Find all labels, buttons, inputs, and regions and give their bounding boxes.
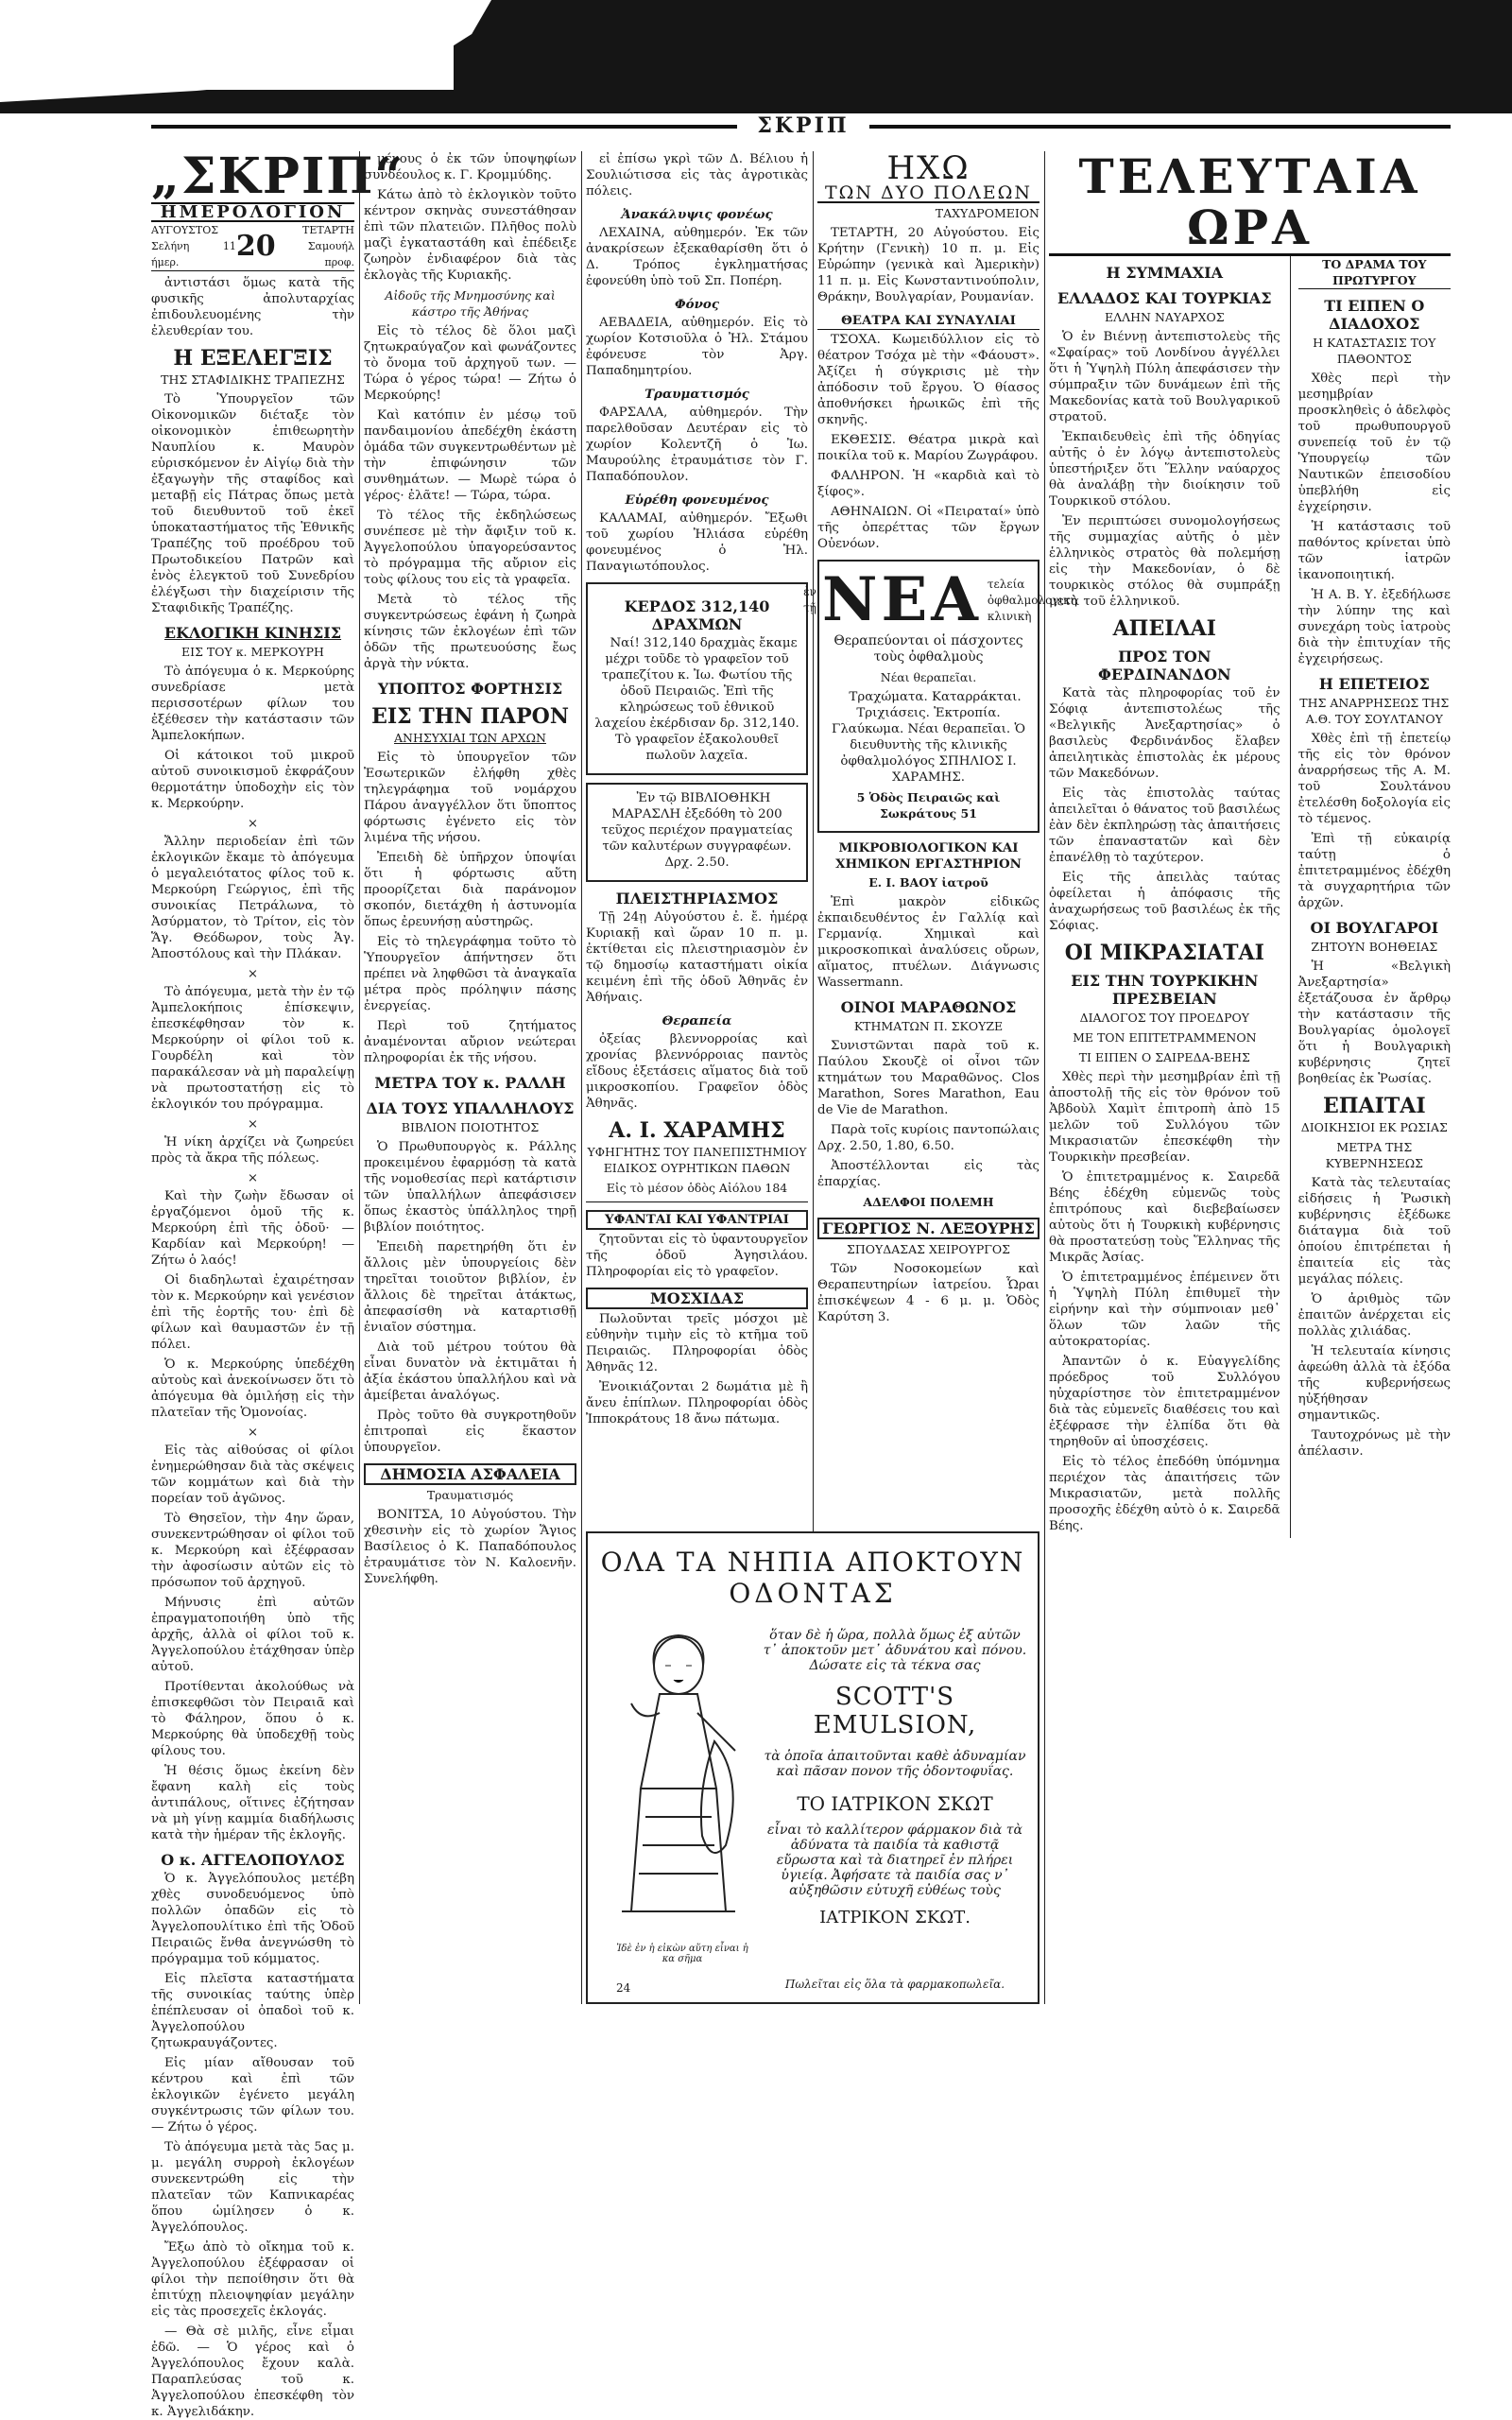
paragraph: Εἰς τὸ τηλεγράφημα τοῦτο τὸ Ὑπουργεῖον ἀπήντησεν ὅτι πρέπει νὰ ληφθῶσι τὰ ἀναγκαῖα μέτρα πρὸς πρόληψιν πάσης ἐνεργείας. xyxy=(364,935,576,1013)
paragraph: Πρὸς τοῦτο θὰ συγκροτηθοῦν ἐπιτροπαὶ εἰς ἕκαστον ὑπουργεῖον. xyxy=(364,1409,576,1455)
headline: Φόνος xyxy=(675,297,719,312)
date-month: ΑΥΓΟΥΣΤΟΣ xyxy=(151,224,219,236)
paragraph: ΚΑΛΑΜΑΙ, αὐθημερόν. Ἔξωθι τοῦ χωρίου Ἠλιάσα εὑρέθη φονευμένος ὁ Ἠλ. Παναγιωτόπουλος. xyxy=(586,511,808,574)
library-ad xyxy=(586,783,808,882)
column-2 xyxy=(364,151,576,2004)
headline: ΕΠΑΙΤΑΙ xyxy=(1322,1094,1426,1118)
paragraph: Ἀποστέλλονται εἰς τὰς ἐπαρχίας. xyxy=(817,1159,1040,1189)
paragraph: Ἐν περιπτώσει συνομολογήσεως τῆς συμμαχίας αὐτῆς ὁ μὲν ἑλληνικὸς στρατὸς θὰ πολεμήσῃ εἰς τὴν Μακεδονίαν, ὁ δὲ τουρκικὸς στόλος θὰ συμπράξῃ μετὰ τοῦ ἑλληνικοῦ. xyxy=(1049,514,1280,609)
doctor-name: Α. Ι. ΧΑΡΑΜΗΣ xyxy=(609,1118,785,1143)
paragraph: Καὶ κατόπιν ἐν μέσῳ τοῦ πανδαιμονίου ἀπεδέχθη ἑκάστη ὁμάδα τῶν συγκεντρωθέντων μὲ τὴν ἐπιφώνησιν τῶν συνθημάτων. — Μωρὲ τώρα ὁ γέρος· ἐλᾶτε! — Τώρα, τώρα. xyxy=(364,408,576,503)
subheadline: ΔΙΟΙΚΗΣΙΟΙ ΕΚ ΡΩΣΙΑΣ xyxy=(1300,1120,1448,1134)
ad-title: ΚΕΡΔΟΣ 312,140 ΔΡΑΧΜΩΝ xyxy=(624,597,770,633)
ad-text: Ναί! 312,140 δραχμὰς ἔκαμε μέχρι τοῦδε τὸ γραφεῖον τοῦ τραπεζίτου κ. Ἰω. Φωτίου τῆς ὁδοῦ Πειραιῶς. Ἐπὶ τῆς κληρώσεως τοῦ ἐθνικοῦ λαχείου ἐκέρδισαν δρ. 312,140. Τὸ γραφεῖον ἐξακολουθεῖ πωλοῦν λαχεῖα. xyxy=(594,636,799,763)
subheadline: Τραυματισμός xyxy=(426,1488,514,1502)
headline: ΜΕΤΡΑ ΤΟΥ κ. ΡΑΛΛΗ xyxy=(374,1074,566,1092)
separator-x: × xyxy=(247,1117,259,1132)
paragraph: Διὰ τοῦ μέτρου τούτου θὰ εἶναι δυνατὸν νὰ ἐκτιμᾶται ἡ ἀξία ἑκάστου ὑπαλλήλου καὶ νὰ ἀμείβεται ἀναλόγως. xyxy=(364,1340,576,1403)
paragraph: Ἡ «Βελγικὴ Ἀνεξαρτησία» ἐξετάζουσα ἐν ἄρθρῳ τὴν κατάστασιν τῆς Βουλγαρίας ὁμολογεῖ ὅτι ἡ Βουλγαρικὴ κυβέρνησις ζητεῖ βοηθείας ἐκ Ῥωσίας. xyxy=(1297,959,1451,1086)
paragraph: Ἐνοικιάζονται 2 δωμάτια μὲ ἢ ἄνευ ἐπίπλων. Πληροφορίαι ὁδὸς Ἰπποκράτους 18 ἄνω πάτωμα. xyxy=(586,1380,808,1426)
paragraph: Μετὰ τὸ τέλος τῆς συγκεντρώσεως ἐφάνη ἡ ζωηρὰ κίνησις τῶν ἐκλογέων ἐπὶ τῶν ὁδῶν τῆς πρωτευούσης ἔως ἀργὰ τὴν νύκτα. xyxy=(364,593,576,671)
paragraph: Χθὲς περὶ τὴν μεσημβρίαν προσκληθεὶς ὁ ἀδελφὸς τοῦ πρωθυπουργοῦ συνεπείᾳ τοῦ ἐν τῷ Ὑπουργείῳ τῶν Ναυτικῶν ἐπεισοδίου ὑπεβλήθη εἰς ἐγχείρησιν. xyxy=(1297,372,1451,514)
paragraph: ΛΕΧΑΙΝΑ, αὐθημερόν. Ἐκ τῶν ἀνακρίσεων ἐξεκαθαρίσθη ὅτι ὁ Δ. Τρόπος ἐγκληματήσας ἐφονεύθη ὑπὸ τοῦ Σπ. Ποπέρη. xyxy=(586,226,808,288)
headline: ΥΦΑΝΤΑΙ ΚΑΙ ΥΦΑΝΤΡΙΑΙ xyxy=(586,1210,808,1230)
ad-text: Τραχώματα. Καταρράκται. Τριχιάσεις. Ἐκτροπία. Γλαύκωμα. Νέαι θεραπεῖαι. Ὁ διευθυντὴς τῆς κλινικῆς ὀφθαλμολόγος ΣΠΗΛΙΟΣ Ι. ΧΑΡΑΜΗΣ. xyxy=(832,690,1025,785)
page-number: 24 xyxy=(616,1981,631,1995)
verse-title: Αἰδοῦς τῆς Μνημοσύνης καὶ κάστρο τῆς Ἀθήνας xyxy=(385,288,556,319)
subheadline: ΜΕΤΡΑ ΤΗΣ ΚΥΒΕΡΝΗΣΕΩΣ xyxy=(1325,1140,1423,1170)
ad-body xyxy=(763,1628,1027,1927)
ad-footer: Πωλεῖται εἰς ὅλα τὰ φαρμακοπωλεῖα. xyxy=(784,1978,1005,1991)
paragraph: Ὁ ἐπιτετραμμένος κ. Σαιρεδᾶ Βέης ἐδέχθη εὐμενῶς τοὺς ἐπιτρόπους καὶ διεβεβαίωσεν αὐτοὺς ὅτι ἡ Τουρκικὴ κυβέρνησις θὰ προστατεύσῃ τοὺς Ἕλληνας τῆς Μικρᾶς Ἀσίας. xyxy=(1049,1170,1280,1265)
paragraph: Εἰς τὸ ὑπουργεῖον τῶν Ἐσωτερικῶν ἐλήφθη χθὲς τηλεγράφημα τοῦ νομάρχου Πάρου ἀναγγέλλον ὅτι ὕποπτος φόρτωσις ἐγένετο εἰς τὸν λιμένα τῆς νήσου. xyxy=(364,751,576,845)
paragraph: Ἡ τελευταία κίνησις ἀφεώθη ἀλλὰ τὰ ἐξόδα τῆς κυβερνήσεως ηὐξήθησαν σημαντικῶς. xyxy=(1297,1344,1451,1423)
subheadline: ΚΤΗΜΑΤΩΝ Π. ΣΚΟΥΖΕ xyxy=(853,1019,1004,1033)
ad-subtitle: Θεραπεύονται οἱ πάσχοντες τοὺς ὀφθαλμοὺς xyxy=(833,633,1023,665)
headline: Η ΕΠΕΤΕΙΟΣ xyxy=(1318,675,1430,693)
paragraph: Εἰς τὸ τέλος δὲ ὅλοι μαζὶ ζητωκραύγαζον καὶ φωνάζοντες τὸ ὄνομα τοῦ ἀρχηγοῦ των. — Τώρα ὁ γέρος τώρα! — Ζήτω ὁ Μερκούρης! xyxy=(364,324,576,403)
paragraph: Τὸ τέλος τῆς ἐκδηλώσεως συνέπεσε μὲ τὴν ἄφιξιν τοῦ κ. Ἀγγελοπούλου ὑπαγορεύσαντος τὸ πρόγραμμα τῆς αὔριον εἰς τοὺς φίλους του εἰς τὰ γραφεῖα. xyxy=(364,509,576,587)
subheadline: ΑΝΗΣΥΧΙΑΙ ΤΩΝ ΑΡΧΩΝ xyxy=(394,731,546,745)
paragraph: Ἐκπαιδευθεὶς ἐπὶ τῆς ὁδηγίας αὐτῆς ὁ ἐν λόγῳ ἀντεπιστολεὺς ὑπεστήριξεν ὅτι Ἕλλην ναύαρχος θὰ ἀναλάβῃ τὴν διοίκησιν τοῦ Τουρκικοῦ στόλου. xyxy=(1049,430,1280,509)
subheadline: ΤΙ ΕΙΠΕΝ Ο ΣΑΙΡΕΔΑ-ΒΕΗΣ xyxy=(1078,1050,1250,1064)
headline: ΟΙΝΟΙ ΜΑΡΑΘΩΝΟΣ xyxy=(840,998,1017,1016)
brand-name: SCOTT'S EMULSION, xyxy=(813,1683,977,1739)
headline: Ο κ. ΑΓΓΕΛΟΠΟΥΛΟΣ xyxy=(161,1851,345,1869)
illustration-caption: Ἰδὲ ἐν ἡ εἰκὼν αὕτη εἶναι ἡ κα σῆμα xyxy=(616,1944,748,1964)
clinic-name: ΝΕΑ xyxy=(821,564,982,635)
column-5-left xyxy=(1049,256,1280,1538)
headline: ΤΙ ΕΙΠΕΝ Ο ΔΙΑΔΟΧΟΣ xyxy=(1324,297,1425,333)
scotts-emulsion-ad xyxy=(586,1531,1040,2004)
paragraph: Ἐπειδὴ δὲ ὑπῆρχον ὑποψίαι ὅτι ἡ φόρτωσις αὕτη προορίζεται διὰ παράνομον σκοπόν, διετάχθη ἡ ἀστυνομία ὅπως ἐρευνήσῃ αὐστηρῶς. xyxy=(364,851,576,929)
paragraph: Οἱ κάτοικοι τοῦ μικροῦ αὐτοῦ συνοικισμοῦ ἐκφράζουν θερμοτάτην ὑποδοχὴν εἰς τὸν κ. Μερκούρην. xyxy=(151,749,354,811)
paragraph: Ὁ κ. Μερκούρης ὑπεδέχθη αὐτοὺς καὶ ἀνεκοίνωσεν ὅτι τὸ ἀπόγευμα θὰ ὁμιλήσῃ εἰς τὴν πλατεῖαν τῆς Ὁμονοίας. xyxy=(151,1357,354,1420)
product-name: ΤΟ ΙΑΤΡΙΚΟΝ ΣΚΩΤ xyxy=(797,1792,993,1815)
paragraph: Τὸ ἀπόγευμα ὁ κ. Μερκούρης συνεδρίασε μετὰ περισσοτέρων φίλων του ἐξέθεσεν τὴν κατάστασιν τῶν Ἀμπελοκήπων. xyxy=(151,665,354,743)
paragraph: Ταυτοχρόνως μὲ τὴν ἀπέλασιν. xyxy=(1297,1428,1451,1459)
paragraph: Ἡ Α. Β. Υ. ἐξεδήλωσε τὴν λύπην της καὶ συνεχάρη τοὺς ἰατροὺς διὰ τὴν ἐπιτυχίαν τῆς ἐγχειρήσεως. xyxy=(1297,588,1451,666)
headline: Εὑρέθη φονευμένος xyxy=(625,493,769,508)
subheadline: ΒΙΒΛΙΟΝ ΠΟΙΟΤΗΤΟΣ xyxy=(401,1120,540,1134)
headline: Θεραπεία xyxy=(662,1013,732,1028)
paragraph: Ὁ ἐπιτετραμμένος ἐπέμεινεν ὅτι ἡ Ὑψηλὴ Πύλη ἐπιθυμεῖ τὴν εἰρήνην καὶ τὴν σύμπνοιαν μεθ᾽ ὅλων τῶν λαῶν τῆς αὐτοκρατορίας. xyxy=(1049,1270,1280,1349)
paragraph: Κατὰ τὰς τελευταίας εἰδήσεις ἡ Ῥωσικὴ κυβέρνησις ἐξέδωκε διάταγμα διὰ τοῦ ὁποίου ἐπιτρέπεται ἡ ἐπαιτεία εἰς τὰς μεγάλας πόλεις. xyxy=(1297,1176,1451,1287)
headline: ΥΠΟΠΤΟΣ ΦΟΡΤΗΣΙΣ xyxy=(377,680,563,698)
scan-dark-band xyxy=(0,0,1512,113)
headline: Η ΕΞΕΛΕΓΞΙΣ xyxy=(173,346,333,371)
paragraph: ΦΑΛΗΡΟΝ. Ἡ «καρδιὰ καὶ τὸ ξίφος». xyxy=(817,469,1040,499)
doctor-address: Εἰς τὸ μέσον ὁδὸς Αἰόλου 184 xyxy=(606,1181,788,1195)
paragraph: ΑΕΒΑΔΕΙΑ, αὐθημερόν. Εἰς τὸ χωρίον Κοτσιοῦλα ὁ Ἠλ. Στάμου ἐφόνευσε τὸν Ἀργ. Παπαδημητρίου. xyxy=(586,316,808,378)
headline: ΜΟΣΧΙΔΑΣ xyxy=(586,1288,808,1309)
date-day: 20 xyxy=(235,230,276,263)
headline: ΤΟ ΔΡΑΜΑ ΤΟΥ ΠΡΩΤΥΡΓΟΥ xyxy=(1298,256,1451,289)
lottery-ad xyxy=(586,582,808,775)
separator-x: × xyxy=(247,967,259,981)
ad-address: 5 Ὁδὸς Πειραιῶς καὶ Σωκράτους 51 xyxy=(856,790,1001,821)
paragraph: ἀντιστάσι ὅμως κατὰ τῆς φυσικῆς ἀπολυταρχίας ἐπιδουλευομένης τὴν ἐλευθερίαν του. xyxy=(151,276,354,338)
paragraph: Περὶ τοῦ ζητήματος ἀναμένονται αὔριον νεώτεραι πληροφορίαι ἐκ τῆς νήσου. xyxy=(364,1019,576,1065)
section-tag: ΤΑΧΥΔΡΟΜΕΙΟΝ xyxy=(935,206,1040,220)
column-rule xyxy=(1044,151,1045,2004)
paragraph: Πωλοῦνται τρεῖς μόσχοι μὲ εὐθηνὴν τιμὴν εἰς τὸ κτῆμα τοῦ Πειραιῶς. Πληροφορίαι ὁδὸς Ἀθηνᾶς 12. xyxy=(586,1312,808,1374)
paragraph: Εἰς πλεῖστα καταστήματα τῆς συνοικίας ταύτης ὑπὲρ ἐπέπλευσαν οἱ ὀπαδοὶ τοῦ κ. Ἀγγελοπούλου ζητωκραυγάζοντες. xyxy=(151,1972,354,2050)
date-weekday: ΤΕΤΑΡΤΗ xyxy=(302,224,354,236)
headline: Ἀνακάλυψις φονέως xyxy=(621,207,773,222)
masthead-title: ΣΚΡΙΠ xyxy=(737,113,869,138)
paragraph: Εἰς μίαν αἴθουσαν τοῦ κέντρου καὶ ἐπὶ τῶν ἐκλογικῶν ἐγένετο μεγάλη συγκέντρωσις τῶν φίλων του. — Ζήτω ὁ γέρος. xyxy=(151,2056,354,2135)
headline: ΟΙ ΜΙΚΡΑΣΙΑΤΑΙ xyxy=(1064,941,1264,965)
headline: ΟΙ ΒΟΥΛΓΑΡΟΙ xyxy=(1310,919,1439,937)
date-moon: Σελήνη 11 ήμερ. xyxy=(151,240,236,268)
headline: ΕΙΣ ΤΗΝ ΤΟΥΡΚΙΚΗΝ ΠΡΕΣΒΕΙΑΝ xyxy=(1071,972,1259,1008)
paragraph: Τῶν Νοσοκομείων καὶ Θεραπευτηρίων ἰατρείου. Ὧραι ἐπισκέψεων 4 - 6 μ. μ. Ὁδὸς Καρύτση 3. xyxy=(817,1262,1040,1324)
subheadline: ΣΠΟΥΔΑΣΑΣ ΧΕΙΡΟΥΡΓΟΣ xyxy=(846,1242,1010,1256)
headline: ΔΙΑ ΤΟΥΣ ΥΠΑΛΛΗΛΟΥΣ xyxy=(366,1099,575,1117)
paragraph: ΒΟΝΙΤΣΑ, 10 Αὐγούστου. Τὴν χθεσινὴν εἰς τὸ χωρίον Ἅγιος Βασίλειος ὁ Κ. Παπαδόπουλος ἐτραυμάτισε τὸν Ν. Καλοενῆν. Συνελήφθη. xyxy=(364,1508,576,1586)
paragraph: Ἡ κατάστασις τοῦ παθόντος κρίνεται ὑπὸ τῶν ἰατρῶν ἱκανοποιητική. xyxy=(1297,520,1451,582)
column-rule xyxy=(359,151,360,2004)
paragraph: Ἐπὶ μακρὸν εἰδικῶς ἐκπαιδευθέντος ἐν Γαλλίᾳ καὶ Γερμανίᾳ. Χημικαὶ καὶ μικροσκοπικαὶ ἀναλύσεις οὔρων, αἵματος, πτυέλων. Διάγνωσις Wassermann. xyxy=(817,895,1040,990)
paragraph: Οἱ διαδηλωταὶ ἐχαιρέτησαν τὸν κ. Μερκούρην καὶ γενέσιον ἐπὶ τῆς ἑορτῆς του· ἐπὶ δὲ φίλων καὶ θαυμαστῶν ἐν τῇ πόλει. xyxy=(151,1273,354,1352)
ad-text: εἶναι τὸ καλλίτερον φάρμακον διὰ τὰ ἀδύνατα τὰ παιδία τὰ καθιστᾷ εὔρωστα καὶ τὰ διατηρεῖ ἐν πλήρει ὑγιείᾳ. Ἀφήσατε τὰ παιδία σας ν᾽ αὐξηθῶσιν εὐτυχῆ εὐθέως τοὺς xyxy=(767,1823,1022,1898)
paragraph: Συνιστῶνται παρὰ τοῦ κ. Παύλου Σκουζὲ οἱ οἶνοι τῶν κτημάτων του Μαραθῶνος. Clos Marathon, Sores Marathon, Eau de Vie de Marathon. xyxy=(817,1039,1040,1117)
ad-headline: ΟΛΑ ΤΑ ΝΗΠΙΑ ΑΠΟΚΤΟΥΝ xyxy=(600,1547,1025,1578)
separator-x: × xyxy=(247,1171,259,1185)
subheadline: ΤΗΣ ΣΤΑΦΙΔΙΚΗΣ ΤΡΑΠΕΖΗΣ xyxy=(161,372,345,387)
paragraph: Ὁ Πρωθυπουργὸς κ. Ράλλης προκειμένου ἐφαρμόσῃ τὰ κατὰ τῆς νομοθεσίας περὶ κατάρτισιν τῶν ὑπαλλήλων ἀπεφάσισεν ὅπως ἐκαστὸς ὑπάλληλος τηρῇ βιβλίον ποιότητος. xyxy=(364,1140,576,1235)
product-name: ΙΑΤΡΙΚΟΝ ΣΚΩΤ. xyxy=(819,1908,971,1927)
paragraph: Ὁ ἐν Βιέννῃ ἀντεπιστολεὺς τῆς «Σφαίρας» τοῦ Λονδίνου ἀγγέλλει ὅτι ἡ Ὑψηλὴ Πύλη ἀπεφάσισεν τὴν σύμπραξιν τῶν δυνάμεων ἐπὶ τῆς Μακεδονίας κατὰ τοῦ Βουλγαρικοῦ στρατοῦ. xyxy=(1049,330,1280,424)
paragraph: Εἰς τὰς αἰθούσας οἱ φίλοι ἐνημερώθησαν διὰ τὰς σκέψεις τῶν κομμάτων καὶ διὰ τὴν πορείαν τοῦ ἀγῶνος. xyxy=(151,1443,354,1506)
paragraph: ΤΣΟΧΑ. Κωμειδύλλιον εἰς τὸ θέατρον Τσόχα μὲ τὴν «Φάουστ». Ἀξίζει ἡ σύγκρισις μὲ τὴν ἀπόδοσιν τοῦ ἔργου. Ὁ θίασος ἀποθνήσκει ἡρωικῶς ἐπὶ τῆς σκηνῆς. xyxy=(817,333,1040,427)
paragraph: Εἰς τὸ τέλος ἐπεδόθη ὑπόμνημα περιέχον τὰς ἀπαιτήσεις τῶν Μικρασιατῶν, μετὰ πολλῆς προσοχῆς ἐδέχθη αὐτὸ ὁ κ. Σαιρεδᾶ Βέης. xyxy=(1049,1455,1280,1533)
paragraph: ζητοῦνται εἰς τὸ ὑφαντουργεῖον τῆς ὁδοῦ Ἀγησιλάου. Πληροφορίαι εἰς τὸ γραφεῖον. xyxy=(586,1233,808,1279)
paragraph: ΑΘΗΝΑΙΩΝ. Οἱ «Πειραταί» ὑπὸ τῆς ὀπερέττας τῶν ἔργων Οὐενόων. xyxy=(817,505,1040,551)
signature: ΑΔΕΛΦΟΙ ΠΟΛΕΜΗ xyxy=(863,1195,994,1209)
headline: ΓΕΩΡΓΙΟΣ Ν. ΛΕΞΟΥΡΗΣ xyxy=(817,1218,1040,1239)
paragraph: Χθὲς περὶ τὴν μεσημβρίαν ἐπὶ τῇ ἀποστολῇ τῆς εἰς τὸν θρόνον τοῦ Ἀβδοὺλ Χαμὶτ ἐπιτροπὴ ἀπὸ 15 μελῶν τοῦ Συλλόγου τῶν Μικρασιατῶν ἐπεσκέφθη τὴν Τουρκικὴν πρεσβείαν. xyxy=(1049,1070,1280,1165)
column-rule xyxy=(581,151,582,2004)
paragraph: Παρὰ τοῖς κυρίοις παντοπώλαις Δρχ. 2.50, 1.80, 6.50. xyxy=(817,1123,1040,1153)
dateline xyxy=(151,222,354,271)
paragraph: Ἐπειδὴ παρετηρήθη ὅτι ἐν ἄλλοις μὲν ὑπουργείοις δὲν τηρεῖται τοιοῦτον βιβλίον, ἐν ἄλλοις δὲ τηρεῖται ἀτάκτως, ἀπεφασίσθη νὰ καταρτισθῇ ἑνιαῖον σύστημα. xyxy=(364,1240,576,1335)
headline: ΜΙΚΡΟΒΙΟΛΟΓΙΚΟΝ ΚΑΙ ΧΗΜΙΚΟΝ ΕΡΓΑΣΤΗΡΙΟΝ xyxy=(835,840,1022,872)
ad-text: τὰ ὁποῖα ἀπαιτοῦνται καθὲ ἀδυναμίαν καὶ πᾶσαν πονον τῆς ὀδοντοφυΐας. xyxy=(764,1749,1026,1779)
paragraph: Ὁ ἀριθμὸς τῶν ἐπαιτῶν ἀνέρχεται εἰς πολλὰς χιλιάδας. xyxy=(1297,1292,1451,1339)
column-1 xyxy=(151,147,405,2419)
paragraph: Ὁ κ. Ἀγγελόπουλος μετέβη χθὲς συνοδευόμενος ὑπὸ πολλῶν ὀπαδῶν εἰς τὸ Ἀγγελοπουλίτικο ἐπὶ τῆς Ὁδοῦ Πειραιῶς ἔνθα ἀνεγνώσθη τὸ πρόγραμμα τοῦ κόμματος. xyxy=(151,1872,354,1966)
headline: Η ΣΥΜΜΑΧΙΑ xyxy=(1106,264,1224,282)
paragraph: Ἔξω ἀπὸ τὸ οἴκημα τοῦ κ. Ἀγγελοπούλου ἐξέφρασαν οἱ φίλοι τὴν πεποίθησιν ὅτι θὰ ἐπιτύχῃ πλειοψηφίαν μεγάλην εἰς τὰς προσεχεῖς ἐκλογάς. xyxy=(151,2240,354,2319)
paragraph: ΦΑΡΣΑΛΑ, αὐθημερόν. Τὴν παρελθοῦσαν Δευτέραν εἰς τὸ χωρίον Κολεντζῆ ὁ Ἰω. Μαυρούλης ἐτραυμάτισε τὸν Γ. Παπαδόπουλον. xyxy=(586,406,808,484)
doctor-title: ΥΦΗΓΗΤΗΣ ΤΟΥ ΠΑΝΕΠΙΣΤΗΜΙΟΥ ΕΙΔΙΚΟΣ ΟΥΡΗΤΙΚΩΝ ΠΑΘΩΝ xyxy=(587,1145,807,1175)
paragraph: Τῇ 24ῃ Αὐγούστου ἐ. ἔ. ἡμέρᾳ Κυριακῇ καὶ ὥραν 10 π. μ. ἐκτίθεται εἰς πλειστηριασμὸν ἐν τῷ δημοσίῳ καταστήματι οἰκία κειμένη ἐπὶ τῆς ὁδοῦ Ἀθηνᾶς ἐν Ἀθήναις. xyxy=(586,910,808,1005)
paragraph: Ἄλλην περιοδείαν ἐπὶ τῶν ἐκλογικῶν ἔκαμε τὸ ἀπόγευμα ὁ μεγαλειότατος φίλος τοῦ κ. Μερκούρη Γεώργιος, ἐπὶ τῆς συνοικίας Πετράλωνα, τὸ Ἀσύρματον, τὸ Τρίτον, εἰς τὸν Ἅγ. Θεόδωρον, τοὺς Ἁγ. Ἀποστόλους καὶ τὴν Πλάκαν. xyxy=(151,835,354,961)
paragraph: Κατὰ τὰς πληροφορίας τοῦ ἐν Σόφιᾳ ἀντεπιστολέως τῆς «Βελγικῆς Ἀνεξαρτησίας» ὁ βασιλεὺς Φερδινάνδος ἔλαβεν ἀπειλητικὰς ἐπιστολὰς ἐκ μέρους τῶν Μακεδόνων. xyxy=(1049,686,1280,781)
paragraph: Προτίθενται ἀκολούθως νὰ ἐπισκεφθῶσι τὸν Πειραιᾶ καὶ τὸ Φάληρον, ὅπου ὁ κ. Μερκούρης θὰ ὑποδεχθῇ τοὺς φίλους του. xyxy=(151,1680,354,1758)
paragraph: — Θὰ σὲ μιλῆς, εἶνε εἶμαι ἐδῶ. — Ὁ γέρος καὶ ὁ Ἀγγελόπουλος ἔχουν καλὰ. Παραπλεύσας τοῦ κ. Ἀγγελοπούλου ἐπεσκέφθη τὸν κ. Ἀγγελιδάκην. xyxy=(151,2325,354,2419)
paragraph: Χθὲς ἐπὶ τῇ ἐπετείῳ τῆς εἰς τὸν θρόνον ἀναρρήσεως τῆς Α. Μ. τοῦ Σουλτάνου ἐτελέσθη δοξολογία εἰς τὸ τέμενος. xyxy=(1297,732,1451,826)
paragraph: Ἐπὶ τῇ εὐκαιρίᾳ ταύτῃ ὁ ἐπιτετραμμένος ἐδέχθη τὰ συγχαρητήρια τῶν ἀρχῶν. xyxy=(1297,832,1451,910)
headline: ΕΛΛΑΔΟΣ ΚΑΙ ΤΟΥΡΚΙΑΣ xyxy=(1057,289,1272,307)
paragraph: ΕΚΘΕΣΙΣ. Θέατρα μικρὰ καὶ ποικίλα τοῦ κ. Μαρίου Ζωγράφου. xyxy=(817,433,1040,463)
clinic-kind: τελεία ὀφθαλμολογικὴ κλινικὴ xyxy=(987,577,1077,623)
scan-tear-edge xyxy=(0,0,491,113)
banner-headline: ΤΕΛΕΥΤΑΙΑ ΩΡΑ xyxy=(1049,151,1451,256)
separator-x: × xyxy=(247,817,259,831)
section-title: ΗΧΩ xyxy=(886,149,971,187)
paragraph: μένους ὁ ἐκ τῶν ὑποψηφίων συνδέουλος κ. Γ. Κρομμύδης. xyxy=(364,152,576,182)
column-5-split xyxy=(1049,256,1451,1538)
paragraph: Κάτω ἀπὸ τὸ ἐκλογικὸν τοῦτο κέντρον σκηνὰς συνεστάθησαν ἐπὶ τῶν πλατειῶν. Πλῆθος πολὺ μαζὶ ἐγκαταστάθη καὶ ἐπέδειξε ζωηρὸν ἐνδιαφέρον διὰ τὰς ἐκλογὰς τῆς Κυριακῆς. xyxy=(364,188,576,283)
ad-text: Ἐν τῷ ΒΙΒΛΙΟΘΗΚΗ ΜΑΡΑΣΛΗ ἐξεδόθη τὸ 200 τεῦχος περιέχον πραγματείας τῶν καλυτέρων συγγραφέων. Δρχ. 2.50. xyxy=(601,791,793,870)
paragraph: Ἀπαντῶν ὁ κ. Εὐαγγελίδης πρόεδρος τοῦ Συλλόγου ηὐχαρίστησε τὸν ἐπιτετραμμένον διὰ τὰς εὐμενεῖς διαθέσεις του καὶ ἐξέφρασε τὴν ἐλπίδα ὅτι θὰ τηρηθοῦν αἱ ὑποσχέσεις. xyxy=(1049,1355,1280,1449)
paragraph: ὀξείας βλεννορροίας καὶ χρονίας βλεννόρροιας παντὸς εἴδους ἐξετάσεις αἵματος διὰ τοῦ μικροσκοπίου. Γραφεῖον ὁδὸς Ἀθηνᾶς. xyxy=(586,1032,808,1111)
paragraph: Ἡ νίκη ἀρχίζει νὰ ζωηρεύει πρὸς τὰ ἄκρα τῆς πόλεως. xyxy=(151,1135,354,1166)
newspaper-logo: „ΣΚΡΙΠ“ xyxy=(151,147,405,205)
headline: Τραυματισμός xyxy=(644,387,749,402)
headline: ΕΚΛΟΓΙΚΗ ΚΙΝΗΣΙΣ xyxy=(163,624,342,642)
headline: ΔΗΜΟΣΙΑ ΑΣΦΑΛΕΙΑ xyxy=(364,1463,576,1485)
subheadline: ΜΕ ΤΟΝ ΕΠΙΤΕΤΡΑΜΜΕΝΟΝ xyxy=(1073,1030,1257,1045)
subheadline: Η ΚΑΤΑΣΤΑΣΙΣ ΤΟΥ ΠΑΘΟΝΤΟΣ xyxy=(1313,336,1436,366)
subheadline: ΖΗΤΟΥΝ ΒΟΗΘΕΙΑΣ xyxy=(1311,940,1438,954)
paragraph: Τὸ Θησεῖον, τὴν 4ην ὥραν, συνεκεντρώθησαν οἱ φίλοι τοῦ κ. Μερκούρη καὶ ἐξέφρασαν τὴν ἀφοσίωσιν αὐτῶν εἰς τὸ πρόσωπον τοῦ ἀρχηγοῦ. xyxy=(151,1512,354,1590)
divider xyxy=(586,1201,808,1202)
paragraph: Ἡ θέσις ὅμως ἐκείνη δὲν ἔφανη καλὴ εἰς τοὺς ἀντιπάλους, οἵτινες ἐζήτησαν νὰ μὴ γίνῃ καμμία διαδήλωσις κατὰ τὴν ἡμέραν τῆς ἐκλογῆς. xyxy=(151,1764,354,1842)
paragraph: Τὸ ἀπόγευμα μετὰ τὰς 5ας μ. μ. μεγάλη συρροὴ ἐκλογέων συνεκεντρώθη εἰς τὴν πλατεῖαν τῶν Καπνικαρέας ὅπου ὡμίλησεν ὁ κ. Ἀγγελόπουλος. xyxy=(151,2140,354,2235)
headline: ΑΠΕΙΛΑΙ xyxy=(1112,616,1216,641)
column-5-right xyxy=(1290,256,1451,1538)
ad-prefix: ἐν τῇ xyxy=(803,585,816,614)
ad-text: ὅταν δὲ ἡ ὥρα, πολλὰ ὅμως ἐξ αὐτῶν τ᾽ ἀποκτοῦν μετ᾽ ἀδυνάτου καὶ πόνου. Δώσατε εἰς τὰ τέκνα σας xyxy=(763,1628,1027,1673)
column-5 xyxy=(1049,148,1451,2004)
paragraph: Τὸ ἀπόγευμα, μετὰ τὴν ἐν τῷ Ἀμπελοκήποις ἐπίσκεψιν, ἐπεσκέφθησαν τὸν κ. Μερκούρην οἱ φίλοι τοῦ κ. Γουρδέλη καὶ τὸν παρακάλεσαν νὰ μὴ παραλείψῃ νὰ πρωτοστατήσῃ εἰς τὸ ἐκλογικόν του πρόγραμμα. xyxy=(151,985,354,1112)
section-subtitle: ΤΩΝ ΔΥΟ ΠΟΛΕΩΝ xyxy=(817,185,1040,203)
ad-subtitle: Νέαι θεραπεῖαι. xyxy=(880,670,977,684)
headline: ΕΙΣ ΤΗΝ ΠΑΡΟΝ xyxy=(371,704,569,729)
paragraph: Εἰς τῆς ἀπειλὰς ταύτας ὀφείλεται ἡ ἀπόφασις τῆς ἀναχωρήσεως τοῦ βασιλέως ἐκ τῆς Σόφιας. xyxy=(1049,871,1280,933)
paragraph: Τὸ Ὑπουργεῖον τῶν Οἰκονομικῶν διέταξε τὸν οἰκονομικὸν ἐπιθεωρητὴν Ναυπλίου κ. Μαυρὸν εὑρισκόμενον ἐν Αἰγίῳ διὰ τὴν ἐξαγωγὴν τῆς σταφίδος καὶ μεταβῇ εἰς Πάτρας ὅπως μετὰ τοῦ διευθυντοῦ τοῦ ἐκεῖ ὑποκαταστήματος τῆς Ἐθνικῆς Τραπέζης τοῦ προέδρου τοῦ Πρωτοδικείου Πατρῶν καὶ ἑνὸς ἐλεγκτοῦ τοῦ Συνεδρίου ἐλέγξωσι τὴν διαχείρισιν τῆς Σταφιδικῆς Τραπέζης. xyxy=(151,392,354,615)
fisherman-cod-illustration xyxy=(603,1628,754,1940)
subheadline: ΕΛΛΗΝ ΝΑΥΑΡΧΟΣ xyxy=(1104,310,1225,324)
headline: ΘΕΑΤΡΑ ΚΑΙ ΣΥΝΑΥΛΙΑΙ xyxy=(817,313,1040,330)
subheadline: ΤΗΣ ΑΝΑΡΡΗΣΕΩΣ ΤΗΣ Α.Θ. ΤΟΥ ΣΟΥΛΤΑΝΟΥ xyxy=(1299,696,1450,726)
paragraph: Μήνυσις ἐπὶ αὐτῶν ἐπραγματοποιήθη ὑπὸ τῆς ἀρχῆς, ἀλλὰ οἱ φίλοι τοῦ κ. Ἀγγελοπούλου ἐτάχθησαν ὑπὲρ αὐτοῦ. xyxy=(151,1596,354,1674)
paragraph: Καὶ τὴν ζωὴν ἔδωσαν οἱ ἐργαζόμενοι ὁμοῦ τῆς κ. Μερκούρη ἐπὶ τῆς ὁδοῦ· — Καρδίαν καὶ Μερκούρη! — Ζήτω ὁ λαός! xyxy=(151,1189,354,1268)
logo-subtitle: ΗΜΕΡΟΛΟΓΙΟΝ xyxy=(151,202,354,222)
paragraph: εἰ ἐπίσω γκρὶ τῶν Δ. Βέλιου ἡ Σουλιώτισσα εἰς τὰς ἀγροτικὰς πόλεις. xyxy=(586,152,808,199)
newspaper-page xyxy=(151,113,1451,2419)
ad-headline: ΟΔΟΝΤΑΣ xyxy=(729,1578,897,1609)
subheadline: Ε. Ι. ΒΑΟΥ ἰατροῦ xyxy=(868,875,988,890)
paragraph: ΤΕΤΑΡΤΗ, 20 Αὐγούστου. Εἰς Κρήτην (Γενικὴ) 10 π. μ. Εἰς Εὐρώπην (γενικὰ καὶ Ἀμερικὴν) 11 π. μ. Εἰς Κωνσταντινούπολιν, Θράκην, Βουλγαρίαν, Ρουμανίαν. xyxy=(817,226,1040,304)
paragraph: Εἰς τὰς ἐπιστολὰς ταύτας ἀπειλεῖται ὁ θάνατος τοῦ βασιλέως ἐὰν δὲν ἐκπληρώσῃ τὰς ἀπαιτήσεις τῶν ἐπαναστατῶν καὶ δὲν ἐπανέλθῃ τὸ ταχύτερον. xyxy=(1049,786,1280,865)
subheadline: ΔΙΑΛΟΓΟΣ ΤΟΥ ΠΡΟΕΔΡΟΥ xyxy=(1079,1011,1249,1025)
separator-x: × xyxy=(247,1426,259,1440)
clinic-ad xyxy=(803,560,1077,833)
subheadline: ΕΙΣ ΤΟΥ κ. ΜΕΡΚΟΥΡΗ xyxy=(181,645,324,659)
headline: ΠΛΕΙΣΤΗΡΙΑΣΜΟΣ xyxy=(615,890,779,908)
date-saint: Σαμουήλ προφ. xyxy=(307,240,354,268)
headline: ΠΡΟΣ ΤΟΝ ΦΕΡΔΙΝΑΝΔΟΝ xyxy=(1097,648,1231,683)
